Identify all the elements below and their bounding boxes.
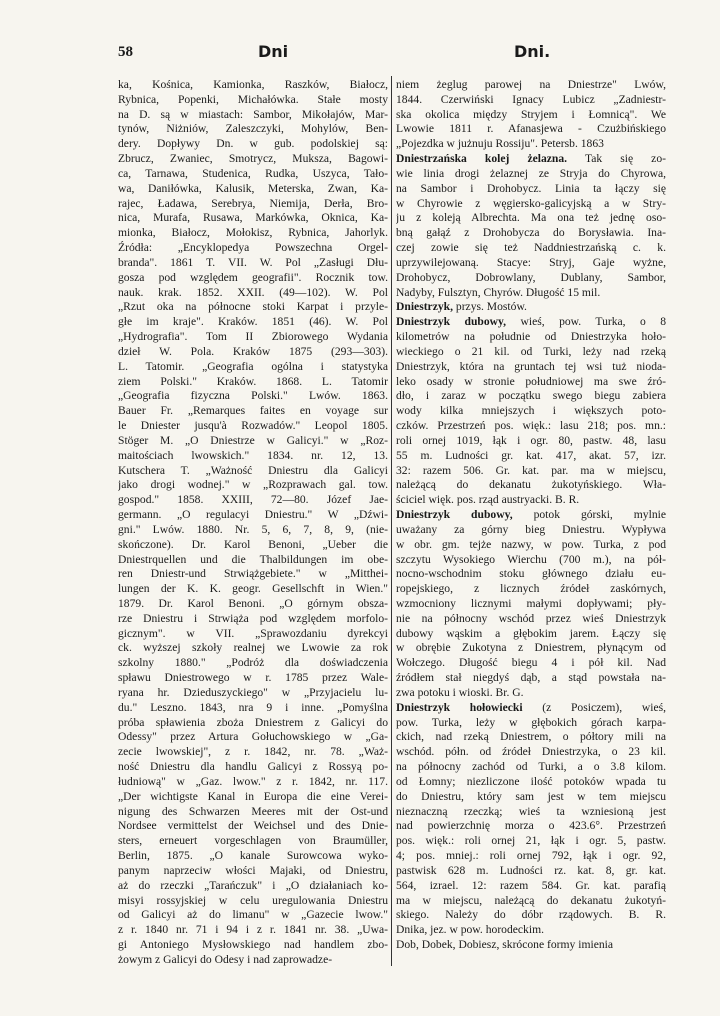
text-line: nieznaczną rzeczką; wieś ta wzniesioną jest xyxy=(396,804,666,818)
text-line: 55 m. Ludności gr. kat. 417, akat. 57, izr. xyxy=(396,448,666,462)
entry-headword: Dniestrzyk, xyxy=(396,300,453,314)
entry-headword: Dniestrzyk dubowy, xyxy=(396,508,513,522)
text-line: ność Dniestru dla handlu Galicyi z Rossyą po- xyxy=(118,760,388,774)
column-divider xyxy=(391,76,392,966)
text-line: pos. więk.: roli ornej 21, łąk i ogr. 5, pastw. xyxy=(396,834,666,848)
text-line: czej zowie się też Naddniestrzańską c. k. xyxy=(396,241,666,255)
text-line: Dniestrzyk hołowiecki (z Posiczem), wieś, xyxy=(396,700,666,714)
text-line: dło, i zaraz w początku swego biegu zabiera xyxy=(396,389,666,403)
text-line: gospod." 1858. XXIII, 72—80. Józef Jae- xyxy=(118,493,388,507)
text-line: „Der wichtigste Kanal in Europa die eine Verei- xyxy=(118,789,388,803)
text-line: 1844. Czerwiński Ignacy Lubicz „Zadniestr- xyxy=(396,92,666,106)
text-line: gi Antoniego Mysłowskiego nad handlem zbo- xyxy=(118,938,388,952)
text-line: do Dniestru, który sam jest w tem miejscu xyxy=(396,789,666,803)
text-line: dubowy wąskim a głębokim jarem. Łączy się xyxy=(396,626,666,640)
text-line: maitościach lwowskich." 1834. nr. 12, 13. xyxy=(118,448,388,462)
text-line: łudniową" w „Gaz. lwow." z r. 1842, nr. 117. xyxy=(118,774,388,788)
text-line: mionka, Białocz, Mołokisz, Rybnica, Jahorlyk. xyxy=(118,226,388,240)
left-column xyxy=(118,78,388,968)
text-line: w Chyrowie z węgiersko-galicyjską a w Stry- xyxy=(396,196,666,210)
text-line: wie linia drogi żelaznej ze Stryja do Chyrowa, xyxy=(396,166,666,180)
text-line: czków. Przestrzeń pos. więk.: lasu 218; pos. mn.: xyxy=(396,419,666,433)
text-line: panym naprzeciw włości Majaki, od Dniestru, xyxy=(118,863,388,877)
page-number: 58 xyxy=(118,44,133,60)
text-line: Lwowie 1811 r. Afanasjewa - Czużbińskiego xyxy=(396,122,666,136)
text-line: uprzywilejowaną. Stacye: Stryj, Gaje wyżne, xyxy=(396,255,666,269)
text-line: skiego. Należy do dóbr rządowych. B. R. xyxy=(396,908,666,922)
text-line: spławu Dniestrowego w r. 1785 przez Wale- xyxy=(118,671,388,685)
text-line: Drohobycz, Dobrowlany, Dublany, Sambor, xyxy=(396,270,666,284)
text-line: niem żeglug parowej na Dniestrze" Lwów, xyxy=(396,78,666,91)
text-line: Dob, Dobek, Dobiesz, skrócone formy imienia xyxy=(396,938,614,952)
text-line: ca, Tarnawa, Studenica, Rudka, Uszyca, Tało- xyxy=(118,166,388,180)
text-line: Kutschera T. „Ważność Dniestru dla Galicyi xyxy=(118,463,388,477)
text-line: gni." Lwów. 1880. Nr. 5, 6, 7, 8, 9, (nie- xyxy=(118,522,388,536)
text-line: Nadyby, Fulsztyn, Chyrów. Długość 15 mil. xyxy=(396,285,601,299)
text-line: bną gałąź z Drohobycza do Borysławia. Ina- xyxy=(396,226,666,240)
text-line: na D. są w miastach: Sambor, Mikołajów, Mar- xyxy=(118,107,388,121)
text-line: du." Leszno. 1843, nra 9 i inne. „Pomyślna xyxy=(118,700,388,714)
text-line: Rybnica, Popenki, Michałówka. Stałe mosty xyxy=(118,92,388,106)
text-line: z r. 1840 nr. 71 i 94 i z r. 1841 nr. 38. „Uwa- xyxy=(118,923,388,937)
text-line: zwa potoku i wioski. Br. G. xyxy=(396,685,524,699)
text-line: Dnika, jez. w pow. horodeckim. xyxy=(396,923,544,937)
text-line: Wołczego. Długość biegu 4 i pół kil. Nad xyxy=(396,656,666,670)
text-line: ckich, nad rzeką Dniestrem, o półtory mili na xyxy=(396,730,666,744)
text-line: od Galicyi aż do limanu" w „Gazecie lwow." xyxy=(118,908,388,922)
text-line: ka, Kośnica, Kamionka, Raszków, Białocz, xyxy=(118,78,388,91)
text-line: aż do rzeczki „Tarańczuk" i „O działaniach ko- xyxy=(118,878,388,892)
text-line: „Pojezdka w jużnuju Rossiju". Petersb. 1863 xyxy=(396,137,604,151)
text-line: leko osady w stronie południowej ma swe źró- xyxy=(396,374,666,388)
text-line: 1879. Dr. Karol Benoni. „O górnym obsza- xyxy=(118,596,388,610)
text-line: wody kilka mniejszych i większych poto- xyxy=(396,404,666,418)
text-line: ck. wyższej szkoły realnej we Lwowie za rok xyxy=(118,641,388,655)
text-line: sters, erneuert vorgeschlagen von Braumüller, xyxy=(118,834,388,848)
text-line: szczytu Wysokiego Wierchu (700 m.), na pół- xyxy=(396,552,666,566)
running-head-left: Dni xyxy=(258,42,289,61)
right-column xyxy=(396,78,666,953)
text-line: ropejskiego, z licznych źródeł zaskórnych, xyxy=(396,582,666,596)
text-line: Dniestrzyk dubowy, potok górski, mylnie xyxy=(396,508,666,522)
text-line: Odessy" przez Artura Gołuchowskiego w „Ga- xyxy=(118,730,388,744)
running-head-right: Dni. xyxy=(514,42,551,61)
text-line: Nordsee vermittelst der Weichsel und des Dnie- xyxy=(118,819,388,833)
text-line: wa, Daniłówka, Kalusik, Meterska, Zwan, Ka- xyxy=(118,181,388,195)
text-line: Zbrucz, Zwaniec, Smotrycz, Muksza, Bagowi- xyxy=(118,152,388,166)
text-line: Stöger M. „O Dniestrze w Galicyi." w „Roz- xyxy=(118,433,388,447)
entry-headword: Dniestrzyk hołowiecki xyxy=(396,700,523,714)
text-line: źródłem stał niegdyś dąb, a stąd powstała na- xyxy=(396,671,666,685)
text-line: w obr. gm. tejże nazwy, w pow. Turka, z pod xyxy=(396,537,666,551)
text-line: od Łomny; niezliczone ilość potoków wpada tu xyxy=(396,774,666,788)
text-line: ziem Polski." Kraków. 1868. L. Tatomir xyxy=(118,374,388,388)
text-line: Dniestrzyk dubowy, wieś, pow. Turka, o 8 xyxy=(396,315,666,329)
text-line: gicznym". w VII. „Sprawozdaniu dyrekcyi xyxy=(118,626,388,640)
text-line: skończone). Dr. Karol Benoni, „Ueber die xyxy=(118,537,388,551)
text-line: tynów, Niżniów, Zaleszczyki, Mohylów, Ben- xyxy=(118,122,388,136)
text-line: szkolny 1880." „Podróż dla doświadczenia xyxy=(118,656,388,670)
text-line: ren Dniestr-und Strwiążgebiete." w „Mitthei- xyxy=(118,567,388,581)
text-line: dery. Dopływy Dn. w gub. podolskiej są: xyxy=(118,137,388,151)
text-line: nigung des Schwarzen Meeres mit der Ost-und xyxy=(118,804,388,818)
text-line: żowym z Galicyi do Odesy i nad zaprowadze- xyxy=(118,952,333,966)
text-line: gosza pod względem geografii". Rocznik tow. xyxy=(118,270,388,284)
text-line: na Sambor i Drohobycz. Linia ta łączy się xyxy=(396,181,666,195)
text-line: nad powierzchnię morza o 423.6°. Przestrzeń xyxy=(396,819,666,833)
text-line: pastwisk 628 m. Ludności rz. kat. 8, gr. kat. xyxy=(396,863,666,877)
text-line: le Dniester jusqu'à Rozwadów." Leopol 1805. xyxy=(118,419,388,433)
text-line: nie na północny wschód przez wieś Dniestrzyk xyxy=(396,611,666,625)
entry-headword: Dniestrzańska kolej żelazna. xyxy=(396,152,568,166)
text-line: 32: razem 506. Gr. kat. par. ma w miejscu, xyxy=(396,463,666,477)
text-line: ryana hr. Dzieduszyckiego" w „Przyjacielu lu- xyxy=(118,685,388,699)
text-line: Dniestrzyk, która na gruntach tej wsi tuż nioda- xyxy=(396,359,666,373)
text-line: nauk. krak. 1852. XXII. (49—102). W. Pol xyxy=(118,285,388,299)
text-line: „Hydrografia". Tom II Zbiorowego Wydania xyxy=(118,330,388,344)
text-line: germann. „O regulacyi Dniestru." W „Dźwi- xyxy=(118,508,388,522)
page-header xyxy=(118,40,628,64)
text-line: roli ornej 1019, łąk i ogr. 80, pastw. 48, lasu xyxy=(396,433,666,447)
text-line: w obrębie Zukotyna z Dniestrem, płynącym od xyxy=(396,641,666,655)
text-line: nocno-wschodnim stoku głównego działu eu- xyxy=(396,567,666,581)
text-line: branda". 1861 T. VII. W. Pol „Zasługi Dłu- xyxy=(118,255,388,269)
text-line: wieckiego o 21 kil. od Turki, leży nad rzeką xyxy=(396,344,666,358)
text-line: jako drogi wodnej." w „Rozprawach gal. tow. xyxy=(118,478,388,492)
text-line: „Rzut oka na północne stoki Karpat i przyle- xyxy=(118,300,388,314)
text-line: lungen der K. K. geogr. Gesellschft in Wien." xyxy=(118,582,388,596)
text-line: zecie lwowskiej", z r. 1842, nr. 78. „Waż- xyxy=(118,745,388,759)
text-line: rajec, Ładawa, Serebrya, Niemija, Derła, Bro- xyxy=(118,196,388,210)
text-line: ma w miejscu, należącą do dekanatu żukotyń- xyxy=(396,893,666,907)
text-line: 4; pos. mniej.: roli ornej 792, łąk i ogr. 92, xyxy=(396,849,666,863)
text-line: kilometrów na południe od Dniestrzyka hoło- xyxy=(396,330,666,344)
text-line: uważany za górny bieg Dniestru. Wypływa xyxy=(396,522,666,536)
text-line: Dniestrquellen und die Thalbildungen im obe- xyxy=(118,552,388,566)
entry-headword: Dniestrzyk dubowy, xyxy=(396,315,507,329)
text-line: misyi rossyjskiej w celu uregulowania Dniestru xyxy=(118,893,388,907)
text-line: pow. Turka, leży w głębokich górach karpa- xyxy=(396,715,666,729)
text-line: próba spławienia zboża Dniestrem z Galicyi do xyxy=(118,715,388,729)
text-line: Berlin, 1875. „O kanale Surowcowa wyko- xyxy=(118,849,388,863)
text-line: głe im kraje". Kraków. 1851 (46). W. Pol xyxy=(118,315,388,329)
text-line: nica, Murafa, Rusawa, Markówka, Oknica, Ka- xyxy=(118,211,388,225)
text-line: L. Tatomir. „Geografia ogólna i statystyka xyxy=(118,359,388,373)
text-line: ska okolica między Stryjem i Łomnicą". We xyxy=(396,107,666,121)
text-line: „Geografia fizyczna Polski." Lwów. 1863. xyxy=(118,389,388,403)
text-line: wschód. półn. od źródeł Dniestrzyka, o 23 kil. xyxy=(396,745,666,759)
text-line: należącą do dekanatu żukotyńskiego. Wła- xyxy=(396,478,666,492)
text-line: wzmocniony licznymi małymi dopływami; pły- xyxy=(396,596,666,610)
text-line: ściciel więk. pos. rząd austryacki. B. R. xyxy=(396,493,580,507)
text-line: Bauer Fr. „Remarques faites en voyage sur xyxy=(118,404,388,418)
text-line: Źródła: „Encyklopedya Powszechna Orgel- xyxy=(118,241,388,255)
text-line: dzieł W. Pola. Kraków 1875 (293—303). xyxy=(118,344,388,358)
text-line: Dniestrzyk, przys. Mostów. xyxy=(396,300,527,314)
text-line: Dniestrzańska kolej żelazna. Tak się zo- xyxy=(396,152,666,166)
text-line: ju z koleją Albrechta. Ma ona też jednę oso- xyxy=(396,211,666,225)
text-line: na północny zachód od Turki, a o 3.8 kilom. xyxy=(396,760,666,774)
text-line: 564, izrael. 12: razem 584. Gr. kat. parafią xyxy=(396,878,666,892)
text-line: rze Dniestru i Strwiąża pod względem morfolo- xyxy=(118,611,388,625)
